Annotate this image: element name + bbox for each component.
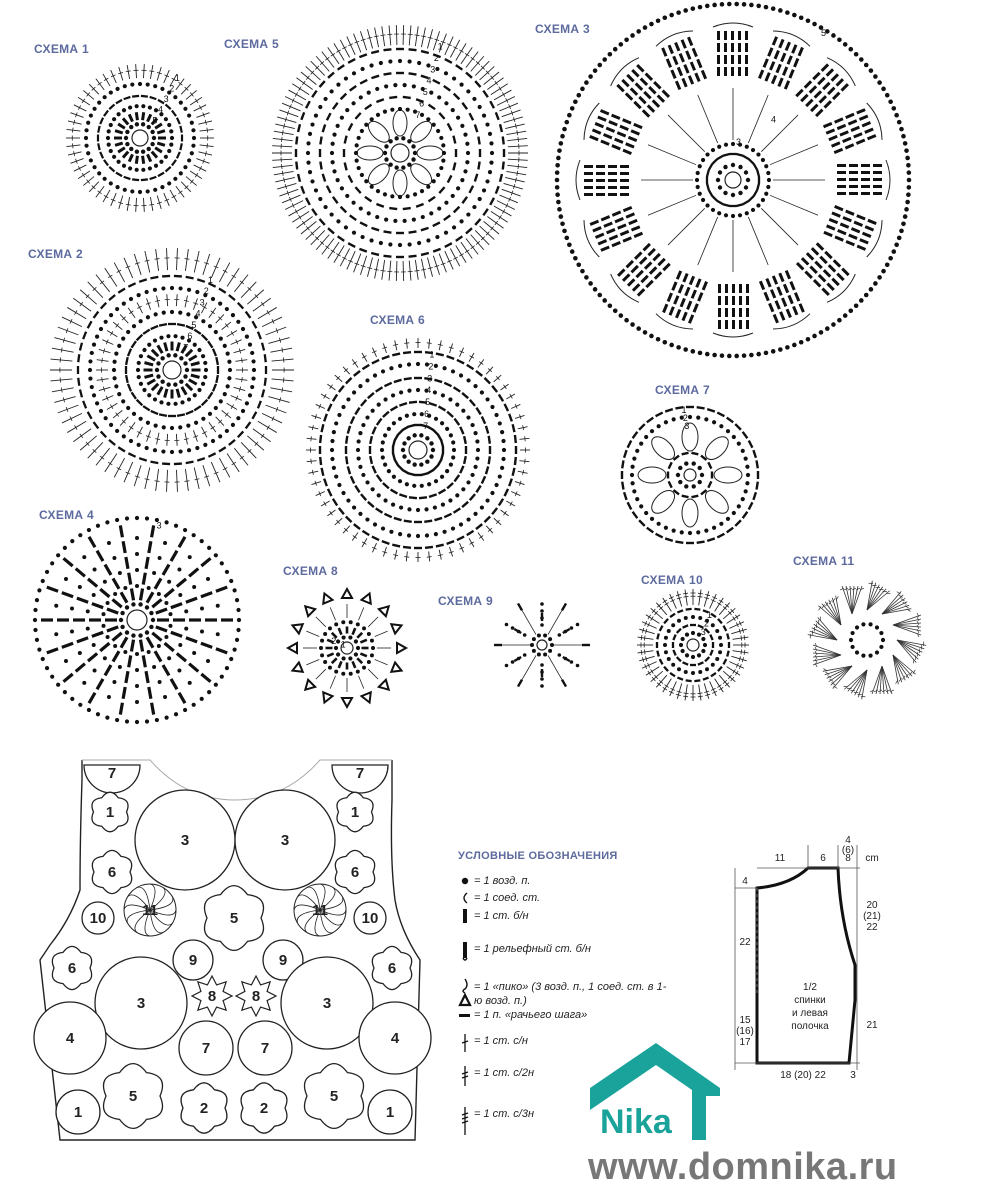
dimension-label: 18 (20) 22: [780, 1070, 826, 1081]
dimension-label: 21: [866, 1020, 878, 1031]
round-number: 5: [152, 115, 158, 126]
double-crochet-icon: [458, 1034, 472, 1052]
dimension-label: (6): [841, 845, 855, 856]
legend-text: = 1 п. «рачьего шага»: [474, 1009, 588, 1021]
legend-text: = 1 ст. с/2н: [474, 1067, 535, 1079]
scheme-label-3: СХЕМА 3: [535, 22, 590, 36]
dimension-label: 15: [739, 1015, 751, 1026]
dimension-label: 4: [742, 876, 748, 887]
scheme-11-fan: [813, 643, 841, 667]
fan-block: [580, 201, 644, 258]
round-number: 1: [340, 639, 346, 650]
fan-block: [792, 55, 858, 121]
treble-crochet-icon: [458, 1066, 472, 1086]
round-number: 3: [156, 520, 162, 531]
round-number: 2: [169, 83, 175, 94]
round-number: 3: [430, 64, 436, 75]
motif-number: 2: [259, 1100, 269, 1117]
legend-text: = 1 рельефный ст. б/н: [474, 943, 591, 955]
motif-number: 11: [312, 902, 328, 919]
fan-block: [821, 201, 885, 258]
motif-number: 7: [355, 765, 365, 782]
motif-number: 1: [385, 1104, 395, 1121]
scheme-label-11: СХЕМА 11: [793, 554, 855, 568]
round-number: 2: [331, 636, 337, 647]
dimension-label: 8: [845, 853, 851, 864]
fan-block: [821, 101, 885, 158]
round-number: 1: [706, 609, 712, 620]
round-number: 2: [703, 618, 709, 629]
motif-number: 6: [67, 960, 77, 977]
scheme-11-fan: [893, 613, 921, 637]
fan-block: [654, 268, 711, 332]
dimension-label: 22: [866, 922, 878, 933]
round-number: 6: [419, 98, 425, 109]
pattern-title: спинки: [794, 995, 826, 1006]
scheme-label-4: СХЕМА 4: [39, 508, 94, 522]
round-number: 3: [427, 373, 433, 384]
motif-number: 3: [180, 832, 190, 849]
fan-block: [713, 284, 753, 337]
fan-block: [837, 160, 890, 200]
motif-number: 1: [105, 804, 115, 821]
scheme-11-fan: [822, 656, 858, 691]
dimension-label: (16): [736, 1026, 754, 1037]
motif-number: 5: [329, 1088, 339, 1105]
legend: [458, 850, 678, 1120]
round-number: 4: [771, 114, 777, 125]
round-number: 7: [183, 342, 189, 353]
motif-number: 3: [136, 995, 146, 1012]
fan-block: [754, 27, 811, 91]
round-number: 5: [191, 319, 197, 330]
motif-number: 11: [142, 902, 158, 919]
motif-number: 9: [278, 952, 288, 969]
legend-text: = 1 ст. с/3н: [474, 1108, 535, 1120]
scheme-4-diagram: [33, 516, 241, 724]
dimension-label: 17: [739, 1037, 751, 1048]
round-number: 2: [203, 286, 209, 297]
assembly-diagram: [34, 760, 431, 1140]
scheme-11-fan: [883, 649, 918, 685]
pattern-title: 1/2: [803, 982, 817, 993]
motif-number: 3: [280, 832, 290, 849]
unit-label: cm: [865, 853, 879, 864]
single-crochet-icon: [458, 909, 472, 923]
round-number: 5: [821, 27, 827, 38]
pattern-title: полочка: [791, 1021, 829, 1032]
dimension-label: 20: [866, 900, 878, 911]
motif-number: 10: [89, 910, 107, 927]
round-number: 3: [163, 94, 169, 105]
scheme-11-fan: [876, 590, 912, 625]
round-number: 3: [700, 626, 706, 637]
scheme-8-diagram: [288, 589, 406, 707]
motif-number: 9: [188, 952, 198, 969]
fan-block: [754, 268, 811, 332]
scheme-label-7: СХЕМА 7: [655, 383, 710, 397]
round-number: 4: [158, 104, 164, 115]
dimension-label: (21): [863, 911, 881, 922]
motif-number: 4: [65, 1030, 75, 1047]
fan-block: [580, 101, 644, 158]
scheme-label-5: СХЕМА 5: [224, 37, 279, 51]
motif-number: 6: [387, 960, 397, 977]
scheme-label-8: СХЕМА 8: [283, 564, 338, 578]
scheme-2-diagram: [50, 248, 294, 492]
pattern-piece: [735, 835, 881, 1081]
dimension-label: 3: [850, 1070, 856, 1081]
scheme-label-10: СХЕМА 10: [641, 573, 703, 587]
motif-number: 1: [73, 1104, 83, 1121]
round-number: 1: [429, 349, 435, 360]
round-number: 7: [415, 109, 421, 120]
motif-number: 8: [207, 988, 217, 1005]
pattern-title: и левая: [792, 1008, 828, 1019]
legend-text: = 1 возд. п.: [474, 875, 531, 887]
motif-number: 8: [251, 988, 261, 1005]
round-number: 1: [681, 405, 687, 416]
motif-number: 7: [260, 1040, 270, 1057]
relief-single-crochet-icon: [458, 942, 472, 962]
round-number: 3: [736, 137, 742, 147]
fan-block: [654, 27, 711, 91]
legend-title: УСЛОВНЫЕ ОБОЗНАЧЕНИЯ: [458, 850, 618, 862]
legend-text: = 1 «пико» (3 возд. п., 1 соед. ст. в 1-ю возд. п.): [474, 981, 667, 1007]
motif-number: 5: [128, 1088, 138, 1105]
round-number: 6: [424, 409, 430, 420]
scheme-11-fan: [870, 666, 894, 694]
scheme-11-fan: [840, 586, 864, 614]
slip-stitch-icon: [458, 891, 472, 905]
fan-block: [792, 239, 858, 305]
chain-stitch-icon: [458, 874, 472, 888]
double-treble-crochet-icon: [458, 1107, 472, 1135]
scheme-11-fan: [817, 595, 852, 631]
scheme-1-diagram: [66, 64, 214, 212]
scheme-10-diagram: [637, 589, 749, 701]
round-number: 5: [422, 87, 428, 98]
scheme-9-diagram: [494, 602, 590, 688]
fan-block: [608, 239, 674, 305]
pattern-outline: [757, 868, 855, 1063]
fan-block: [576, 160, 629, 200]
legend-text: = 1 ст. с/н: [474, 1035, 528, 1047]
round-number: 2: [433, 52, 439, 63]
round-number: 6: [187, 331, 193, 342]
round-number: 7: [423, 421, 429, 432]
scheme-label-6: СХЕМА 6: [370, 313, 425, 327]
motif-number: 10: [361, 910, 379, 927]
fan-block: [713, 23, 753, 76]
round-number: 4: [426, 75, 432, 86]
brand-logo-text: Nika: [600, 1103, 672, 1141]
scheme-label-1: СХЕМА 1: [34, 42, 89, 56]
site-url: www.domnika.ru: [588, 1146, 898, 1188]
round-number: 5: [425, 397, 431, 408]
round-number: 4: [426, 385, 432, 396]
motif-number: 5: [229, 910, 239, 927]
round-number: 3: [684, 420, 690, 431]
round-number: 2: [428, 361, 434, 372]
motif-number: 7: [107, 765, 117, 782]
scheme-label-9: СХЕМА 9: [438, 594, 493, 608]
dimension-label: 22: [739, 937, 751, 948]
legend-text: = 1 соед. ст.: [474, 892, 541, 904]
scheme-7-diagram: [621, 405, 759, 544]
round-number: 1: [437, 41, 443, 52]
crab-stitch-icon: [458, 1008, 472, 1022]
round-number: 4: [195, 308, 201, 319]
dimension-label: 6: [820, 853, 826, 864]
round-number: 3: [199, 297, 205, 308]
motif-number: 6: [350, 864, 360, 881]
dimension-label: 11: [774, 853, 786, 864]
motif-number: 1: [350, 804, 360, 821]
scheme-11-diagram: [807, 580, 927, 700]
fan-block: [608, 55, 674, 121]
motif-number: 3: [322, 995, 332, 1012]
scheme-5-diagram: [272, 25, 528, 281]
round-number: 2: [682, 412, 688, 423]
motif-number: 7: [201, 1040, 211, 1057]
legend-text: = 1 ст. б/н: [474, 910, 529, 922]
motif-number: 4: [390, 1030, 400, 1047]
scheme-6-diagram: [306, 338, 530, 562]
motif-number: 6: [107, 864, 117, 881]
scheme-3-diagram: [555, 2, 912, 359]
picot-icon: [458, 977, 472, 1007]
motif-number: 2: [199, 1100, 209, 1117]
dimension-label: 4: [845, 835, 851, 846]
round-number: 1: [207, 274, 213, 285]
scheme-label-2: СХЕМА 2: [28, 247, 83, 261]
round-number: 1: [174, 72, 180, 83]
